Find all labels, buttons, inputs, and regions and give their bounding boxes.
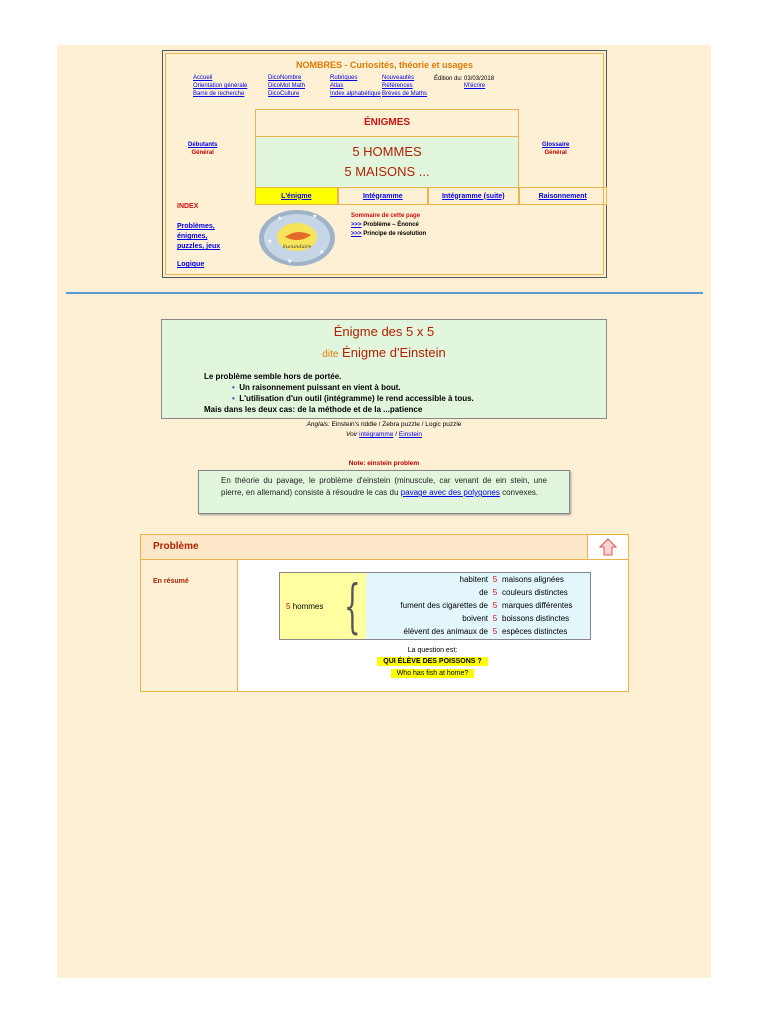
- note-heading: Note: einstein problem: [348, 460, 420, 467]
- tab-integramme-suite[interactable]: Intégramme (suite): [428, 187, 518, 205]
- site-logo: [257, 208, 337, 268]
- list-item: • Un raisonnement puissant en vient à bout.: [232, 383, 401, 392]
- table-row: habitent 5 maisons alignées: [459, 575, 564, 584]
- page-summary: [351, 212, 426, 239]
- svg-text:Sucundaire: Sucundaire: [282, 244, 312, 250]
- tab-raisonnement[interactable]: Raisonnement: [519, 187, 607, 205]
- einstein-link[interactable]: Einstein: [398, 431, 423, 438]
- divider: [66, 292, 703, 294]
- nav-link[interactable]: Orientation générale: [193, 83, 248, 89]
- banner: [255, 109, 519, 188]
- einstein-box: [161, 319, 607, 419]
- nav-link[interactable]: Index alphabétique: [330, 91, 381, 97]
- svg-text:★: ★: [277, 216, 283, 222]
- summary-link[interactable]: >>>: [351, 231, 362, 237]
- nav-link[interactable]: DicoMot Math: [268, 83, 306, 89]
- nav-col-5: [464, 82, 485, 90]
- index-panel: [177, 202, 220, 270]
- english-names: Anglais: Einstein's riddle / Zebra puzzle / Logic puzzle Voir intégramme / Einstein: [306, 421, 462, 438]
- site-title: NOMBRES - Curiosités, théorie et usages: [295, 60, 474, 70]
- nav-col-1: [193, 74, 247, 98]
- site-header: [162, 50, 607, 278]
- nav-col-3: [330, 74, 381, 98]
- svg-text:★: ★: [312, 214, 318, 220]
- nav-link[interactable]: Références: [382, 83, 413, 89]
- question-en: Who has fish at home?: [237, 670, 628, 677]
- einstein-subtitle: dite Énigme d'Einstein: [322, 345, 446, 360]
- tab-bar: [255, 187, 607, 205]
- nav-col-4: [382, 74, 427, 98]
- table-row: de 5 couleurs distinctes: [479, 588, 568, 597]
- table-row: élèvent des animaux de 5 espèces distinctes: [403, 627, 568, 636]
- edition-date: Édition du: 03/03/2018: [434, 76, 495, 82]
- einstein-text: Le problème semble hors de portée. • Un raisonnement puissant en vient à bout. • L'utilisation d'un outil (intégramme) le rend accessible à tous. Mais dans les deux cas: de la méthode et de la ...patience: [204, 372, 474, 414]
- nav-col-2: [268, 74, 305, 98]
- problem-grid: [279, 572, 591, 640]
- contact-link[interactable]: M'écrire: [464, 83, 486, 89]
- note-box: En théorie du pavage, le problème d'einstein (minuscule, car venant de ein stein, une pierre, en allemand) consiste à résoudre le cas du pavage avec des polygones convexes.: [198, 470, 570, 514]
- integramme-link[interactable]: intégramme: [359, 431, 394, 438]
- list-item: • L'utilisation d'un outil (intégramme) le rend accessible à tous.: [232, 394, 474, 403]
- index-link-problemes[interactable]: Problèmes, énigmes, puzzles, jeux: [177, 223, 221, 250]
- svg-text:★: ★: [287, 259, 293, 265]
- einstein-title: Énigme des 5 x 5: [333, 324, 435, 339]
- index-title: INDEX: [177, 203, 199, 210]
- nav-link[interactable]: Rubriques: [330, 75, 358, 81]
- summary-item: >>> Problème – Énoncé: [351, 222, 419, 228]
- nav-link[interactable]: Nouveautés: [382, 75, 415, 81]
- nav-link[interactable]: Atlas: [330, 83, 344, 89]
- glossaire-link[interactable]: Glossaire: [542, 142, 570, 148]
- problem-section: [140, 534, 629, 692]
- glossaire-sub: Général: [544, 150, 567, 156]
- up-arrow-icon: [588, 535, 628, 559]
- summary-label: En résumé: [153, 578, 189, 585]
- attribute-rows: [366, 573, 590, 638]
- summary-title: Sommaire de cette page: [351, 213, 421, 219]
- problem-title: Problème: [153, 541, 199, 552]
- debutants-box: [188, 141, 217, 157]
- question-fr: QUI ÉLÈVE DES POISSONS ?: [237, 658, 628, 665]
- page-heading: [256, 137, 518, 187]
- svg-text:★: ★: [267, 239, 273, 245]
- debutants-sub: Général: [191, 150, 214, 156]
- table-row: boivent 5 boissons distinctes: [462, 614, 570, 623]
- question-label: La question est:: [407, 647, 458, 654]
- nav-link[interactable]: DicoNombre: [268, 75, 302, 81]
- summary-link[interactable]: >>>: [351, 222, 362, 228]
- pavage-link[interactable]: pavage avec des polygones: [400, 488, 500, 497]
- table-row: fument des cigarettes de 5 marques différentes: [400, 601, 573, 610]
- glossaire-box: [542, 141, 569, 157]
- summary-item: >>> Principe de résolution: [351, 231, 427, 237]
- problem-header: [141, 535, 628, 560]
- problem-sidebar: [141, 560, 238, 691]
- heading-line-2: 5 MAISONS ...: [344, 164, 430, 179]
- nav-link[interactable]: Barre de recherche: [193, 91, 245, 97]
- tab-integramme[interactable]: Intégramme: [338, 187, 428, 205]
- back-to-top-button[interactable]: [587, 535, 628, 559]
- nav-link[interactable]: Accueil: [193, 75, 213, 81]
- tab-enigme[interactable]: L'énigme: [255, 187, 338, 205]
- heading-line-1: 5 HOMMES: [352, 144, 422, 159]
- page: [57, 45, 711, 978]
- debutants-link[interactable]: Débutants: [188, 142, 218, 148]
- nav-link[interactable]: Brèves de Maths: [382, 91, 428, 97]
- brace-icon: {: [344, 572, 361, 640]
- hommes-cell: 5 hommes {: [280, 573, 366, 639]
- index-link-logique[interactable]: Logique: [177, 261, 205, 268]
- section-title: ÉNIGMES: [256, 110, 518, 137]
- svg-text:★: ★: [319, 250, 325, 256]
- nav-link[interactable]: DicoCulture: [268, 91, 300, 97]
